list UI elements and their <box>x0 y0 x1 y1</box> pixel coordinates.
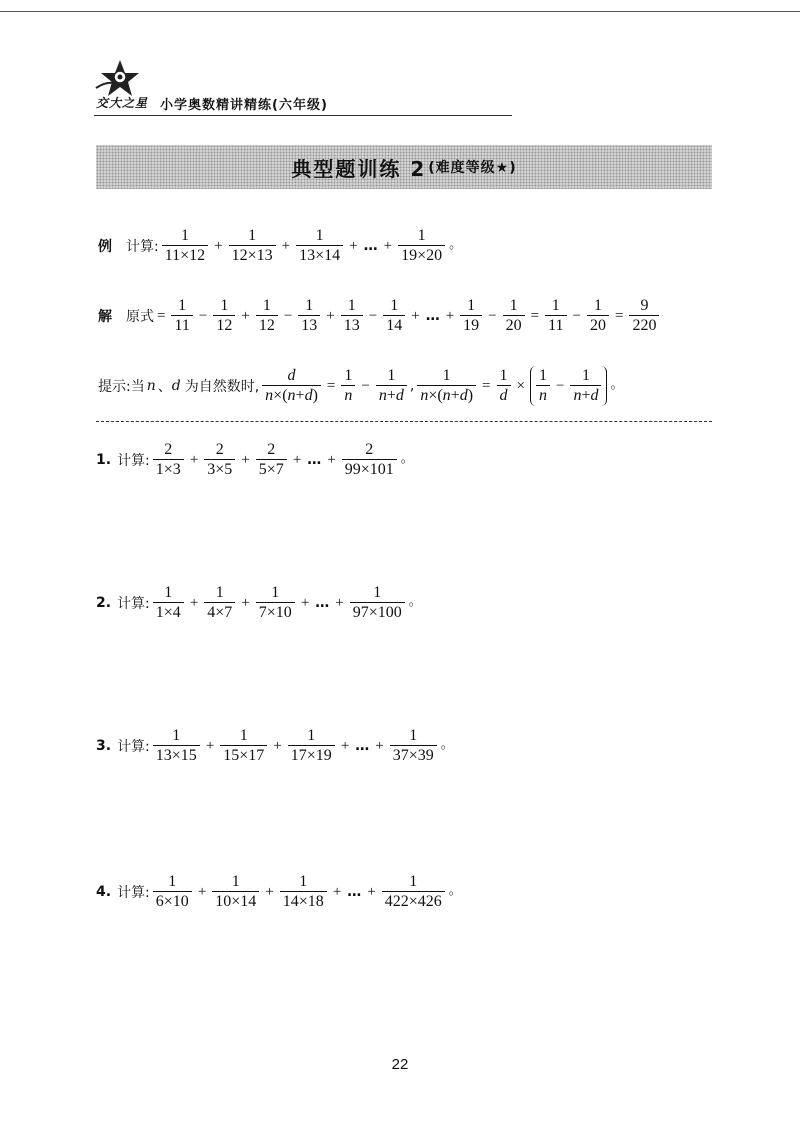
problem-2: 2. 计算: $\frac{1}{1\times 4}$ + $\frac{1}{4\times 7}$ + $\frac{1}{7\times 10}$ + … + $\frac{1}{97\times 100}$ 。 <box>96 584 422 621</box>
solution-line: 解 原式 = $\frac{1}{11}$ − $\frac{1}{12}$ + $\frac{1}{12}$ − $\frac{1}{13}$ + $\frac{1}{13}$ − $\frac{1}{14}$ + … + $\frac{1}{19}$ − $\frac{1}{20}$ = $\frac{1}{11}$ − $\frac{1}{20}$ = $\frac{9}{220}$ <box>98 296 662 336</box>
problem-number: 4. <box>96 884 112 900</box>
dashed-divider <box>96 421 712 422</box>
hint-label: 提示:当 <box>98 379 145 395</box>
hint-condition: 为自然数时, <box>184 379 260 395</box>
problem-label: 计算: <box>117 739 150 755</box>
solution-label: 原式 <box>126 309 154 325</box>
problem-label: 计算: <box>117 453 150 469</box>
problem-label: 计算: <box>117 885 150 901</box>
hint-line: 提示:当 n 、 d 为自然数时, $\frac{d}{n\times(n+d)}$ = $\frac{1}{n}$ − $\frac{1}{n+d}$ , $\frac{1}{n\times(n+d)}$ = $\frac{1}{d}$ × $\frac{1}{n}$ − $\frac{1}{n+d}$ 。 <box>98 367 624 404</box>
problem-label: 计算: <box>117 596 150 612</box>
fraction: $\frac{1}{11\times 12}$ <box>162 226 208 266</box>
top-rule <box>0 11 800 12</box>
example-label: 计算: <box>126 239 159 255</box>
brand-name: 交大之星 <box>96 96 149 110</box>
problem-4: 4. 计算: $\frac{1}{6\times 10}$ + $\frac{1}{10\times 14}$ + $\frac{1}{14\times 18}$ + … + $\frac{1}{422\times 426}$ 。 <box>96 873 462 910</box>
solution-tag: 解 <box>98 309 112 325</box>
fraction: $\frac{1}{12\times 13}$ <box>229 226 276 266</box>
example-line: 例 计算: $\frac{1}{11\times 12}$ + $\frac{1}{12\times 13}$ + $\frac{1}{13\times 14}$ + … + $\frac{1}{19\times 20}$ 。 <box>98 227 463 264</box>
fraction: $\frac{1}{13\times 14}$ <box>296 226 343 266</box>
star-logo-icon <box>94 58 146 98</box>
fraction: $\frac{1}{19\times 20}$ <box>398 226 445 266</box>
page-number: 22 <box>391 1056 409 1073</box>
example-tag: 例 <box>98 239 112 255</box>
problem-number: 2. <box>96 595 112 611</box>
section-title: 典型题训练 2 <box>291 156 427 181</box>
difficulty-label: (难度等级★) <box>428 160 517 176</box>
solution-result: $\frac{9}{220}$ <box>629 296 659 336</box>
section-banner <box>96 145 712 189</box>
problem-3: 3. 计算: $\frac{1}{13\times 15}$ + $\frac{1}{15\times 17}$ + $\frac{1}{17\times 19}$ + … + $\frac{1}{37\times 39}$ 。 <box>96 727 454 764</box>
header-rule <box>94 115 512 116</box>
book-title: 小学奥数精讲精练(六年级) <box>160 98 328 113</box>
problem-1: 1. 计算: $\frac{2}{1\times 3}$ + $\frac{2}{3\times 5}$ + $\frac{2}{5\times 7}$ + … + $\frac{2}{99\times 101}$ 。 <box>96 441 414 478</box>
problem-number: 1. <box>96 452 112 468</box>
problem-number: 3. <box>96 738 112 754</box>
